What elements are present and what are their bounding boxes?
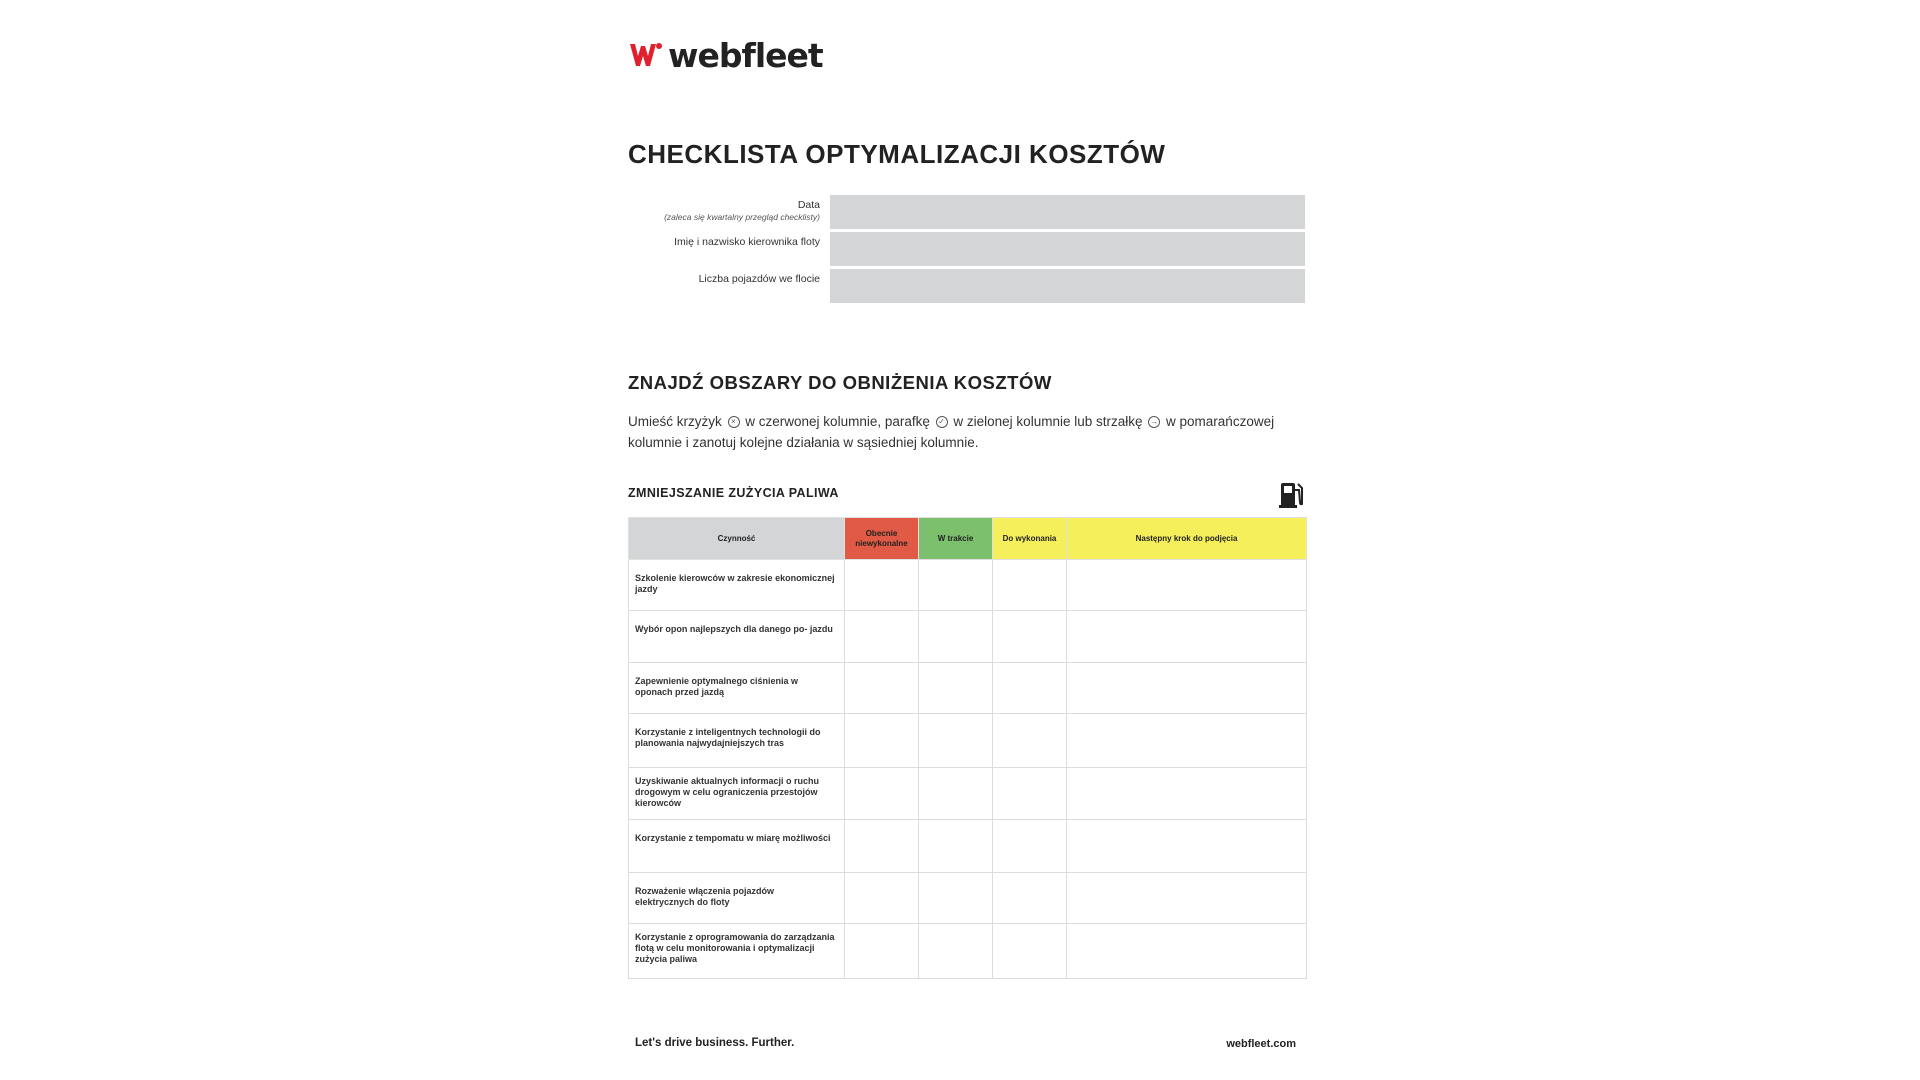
in-progress-cell[interactable] [919,663,993,714]
webfleet-logo[interactable] [628,35,823,75]
not-done-cell[interactable] [845,820,919,873]
table-row [629,873,1307,924]
in-progress-cell[interactable] [919,924,993,979]
not-done-cell[interactable] [845,611,919,663]
webfleet-logo-icon [628,40,664,70]
not-done-cell[interactable] [845,714,919,768]
fuel-checklist-table [628,517,1307,979]
to-do-cell[interactable] [993,768,1067,820]
in-progress-cell[interactable] [919,560,993,611]
action-cell: Rozważenie włączenia pojazdów elektrycznych do floty [629,873,845,924]
to-do-cell[interactable] [993,560,1067,611]
document-page [628,0,1308,1080]
table-row [629,924,1307,979]
col-in-progress-header: W trakcie [919,518,993,560]
not-done-cell[interactable] [845,924,919,979]
date-label-text: Data [797,199,820,211]
next-step-cell[interactable] [1067,663,1307,714]
col-next-step-header: Następny krok do podjęcia [1067,518,1307,560]
action-cell: Uzyskiwanie aktualnych informacji o ruchu drogowym w celu ograniczenia przestojów kierowców [629,768,845,820]
to-do-cell[interactable] [993,873,1067,924]
cross-circle-icon: × [728,416,740,428]
instructions-part-4: w pomarańczowej kolumnie i zanotuj kolejne działania w sąsiedniej kolumnie. [628,414,1275,450]
footer-website-link[interactable]: webfleet.com [1226,1038,1296,1050]
not-done-cell[interactable] [845,663,919,714]
action-cell: Wybór opon najlepszych dla danego po- jazdu [629,611,845,663]
not-done-cell[interactable] [845,873,919,924]
form-row-date [628,195,1305,229]
instructions-part-2: w czerwonej kolumnie, parafkę [745,414,930,429]
in-progress-cell[interactable] [919,820,993,873]
instructions-part-3: w zielonej kolumnie lub strzałkę [953,414,1143,429]
vehicles-label-text: Liczba pojazdów we flocie [698,273,820,285]
date-hint: (zaleca się kwartalny przegląd checklisty) [664,212,820,222]
date-field[interactable] [830,195,1305,229]
logo-text: webfleet [668,35,823,75]
in-progress-cell[interactable] [919,768,993,820]
to-do-cell[interactable] [993,820,1067,873]
next-step-cell[interactable] [1067,611,1307,663]
in-progress-cell[interactable] [919,873,993,924]
table-row [629,611,1307,663]
in-progress-cell[interactable] [919,611,993,663]
table-row [629,768,1307,820]
to-do-cell[interactable] [993,714,1067,768]
page-title: CHECKLISTA OPTYMALIZACJI KOSZTÓW [628,139,1166,169]
col-not-done-header: Obecnie niewykonalne [845,518,919,560]
to-do-cell[interactable] [993,663,1067,714]
manager-label [628,232,830,266]
action-cell: Korzystanie z tempomatu w miarę możliwości [629,820,845,873]
section-heading: ZNAJDŹ OBSZARY DO OBNIŻENIA KOSZTÓW [628,372,1052,393]
col-to-do-header: Do wykonania [993,518,1067,560]
next-step-cell[interactable] [1067,560,1307,611]
next-step-cell[interactable] [1067,768,1307,820]
manager-name-field[interactable] [830,232,1305,266]
arrow-circle-icon: → [1150,417,1159,427]
instructions-text [628,411,1308,453]
action-cell: Szkolenie kierowców w zakresie ekonomicznej jazdy [629,560,845,611]
action-cell: Zapewnienie optymalnego ciśnienia w oponach przed jazdą [629,663,845,714]
vehicle-count-field[interactable] [830,269,1305,303]
footer-slogan: Let's drive business. Further. [635,1037,795,1049]
fuel-section-title: ZMNIEJSZANIE ZUŻYCIA PALIWA [628,486,839,500]
manager-label-text: Imię i nazwisko kierownika floty [674,236,820,248]
table-header-row [629,518,1307,560]
col-action-header: Czynność [629,518,845,560]
not-done-cell[interactable] [845,560,919,611]
next-step-cell[interactable] [1067,714,1307,768]
table-row [629,714,1307,768]
vehicles-label [628,269,830,303]
check-circle-icon: ✓ [936,416,948,428]
date-label [628,195,830,229]
to-do-cell[interactable] [993,924,1067,979]
in-progress-cell[interactable] [919,714,993,768]
form-row-manager [628,232,1305,266]
form-row-vehicles [628,269,1305,303]
table-row [629,820,1307,873]
table-row [629,560,1307,611]
fuel-section-header [628,486,1305,516]
action-cell: Korzystanie z oprogramowania do zarządzania flotą w celu monitorowania i optymalizacji zużycia paliwa [629,924,845,979]
table-row [629,663,1307,714]
to-do-cell[interactable] [993,611,1067,663]
not-done-cell[interactable] [845,768,919,820]
next-step-cell[interactable] [1067,820,1307,873]
header-form [628,195,1305,306]
instructions-part-1: Umieść krzyżyk [628,414,722,429]
next-step-cell[interactable] [1067,924,1307,979]
next-step-cell[interactable] [1067,873,1307,924]
fuel-pump-icon [1279,480,1305,508]
action-cell: Korzystanie z inteligentnych technologii do planowania najwydajniejszych tras [629,714,845,768]
